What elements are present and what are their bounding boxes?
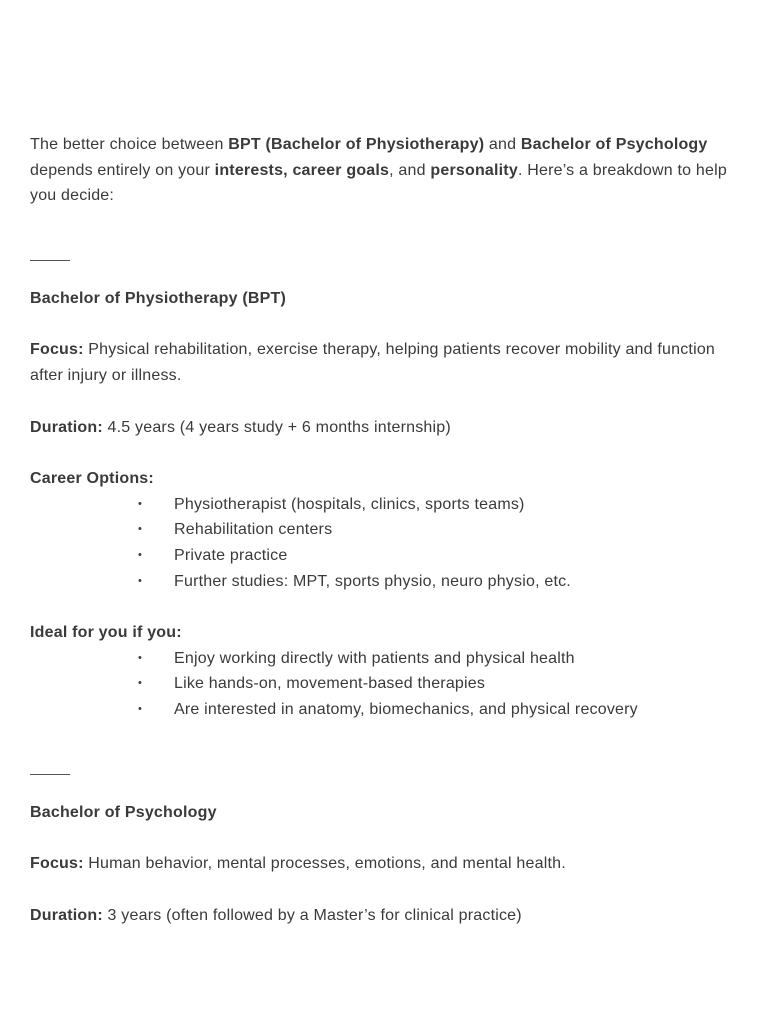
bpt-duration-label: Duration: [30, 418, 103, 436]
intro-text: , and [389, 161, 431, 179]
bpt-duration [30, 415, 730, 441]
list-item [30, 697, 730, 723]
psych-duration [30, 903, 730, 929]
bullet-icon: • [138, 702, 143, 715]
list-item [30, 543, 730, 569]
list-item [30, 646, 730, 672]
bpt-career-list [30, 492, 730, 594]
bpt-career-label [30, 466, 730, 492]
bpt-heading: Bachelor of Physiotherapy (BPT) [30, 289, 287, 307]
section-divider [30, 749, 730, 800]
psych-heading: Bachelor of Psychology [30, 803, 217, 821]
intro-paragraph [30, 132, 730, 209]
psych-focus-label: Focus: [30, 855, 84, 873]
intro-bold-psychology: Bachelor of Psychology [520, 136, 708, 153]
section-divider [30, 235, 730, 286]
intro-text: depends entirely on your [30, 161, 215, 179]
psych-focus [30, 851, 730, 877]
intro-text: . Here’s a breakdown to help you decide: [30, 161, 727, 205]
bullet-icon: • [138, 677, 143, 690]
bullet-icon: • [138, 548, 143, 561]
list-item [30, 569, 730, 595]
bullet-icon: • [138, 523, 143, 536]
list-item-text: Rehabilitation centers [174, 521, 333, 539]
list-item-text: Private practice [174, 546, 288, 564]
bullet-icon: • [138, 574, 143, 587]
bpt-ideal-label-text: Ideal for you if you: [30, 624, 182, 642]
intro-text: and [484, 136, 521, 153]
list-item [30, 492, 730, 518]
intro-bold-interests: interests, career goals [214, 161, 390, 179]
intro-bold-personality: personality [430, 161, 518, 179]
bullet-icon: • [138, 497, 143, 510]
bpt-ideal-list [30, 646, 730, 723]
bpt-ideal-label [30, 620, 730, 646]
psych-duration-label: Duration: [30, 906, 103, 924]
psych-duration-text: 3 years (often followed by a Master’s for clinical practice) [102, 906, 522, 924]
list-item-text: Are interested in anatomy, biomechanics, and physical recovery [174, 700, 638, 718]
list-item-text: Like hands-on, movement-based therapies [174, 675, 486, 693]
bpt-focus [30, 337, 730, 388]
list-item [30, 671, 730, 697]
psych-focus-text: Human behavior, mental processes, emotions, and mental health. [83, 855, 566, 873]
intro-text: The better choice between [30, 136, 229, 153]
intro-bold-bpt: BPT (Bachelor of Physiotherapy) [228, 136, 485, 153]
bpt-career-label-text: Career Options: [30, 470, 154, 488]
bullet-icon: • [138, 651, 143, 664]
document-body [30, 132, 730, 954]
bpt-focus-text: Physical rehabilitation, exercise therapy, helping patients recover mobility and function after injury or illness. [30, 341, 716, 384]
bpt-duration-text: 4.5 years (4 years study + 6 months internship) [102, 418, 451, 436]
list-item-text: Enjoy working directly with patients and physical health [174, 649, 575, 667]
list-item [30, 517, 730, 543]
list-item-text: Further studies: MPT, sports physio, neuro physio, etc. [174, 572, 571, 590]
list-item-text: Physiotherapist (hospitals, clinics, sports teams) [174, 495, 525, 513]
bpt-focus-label: Focus: [30, 341, 84, 359]
